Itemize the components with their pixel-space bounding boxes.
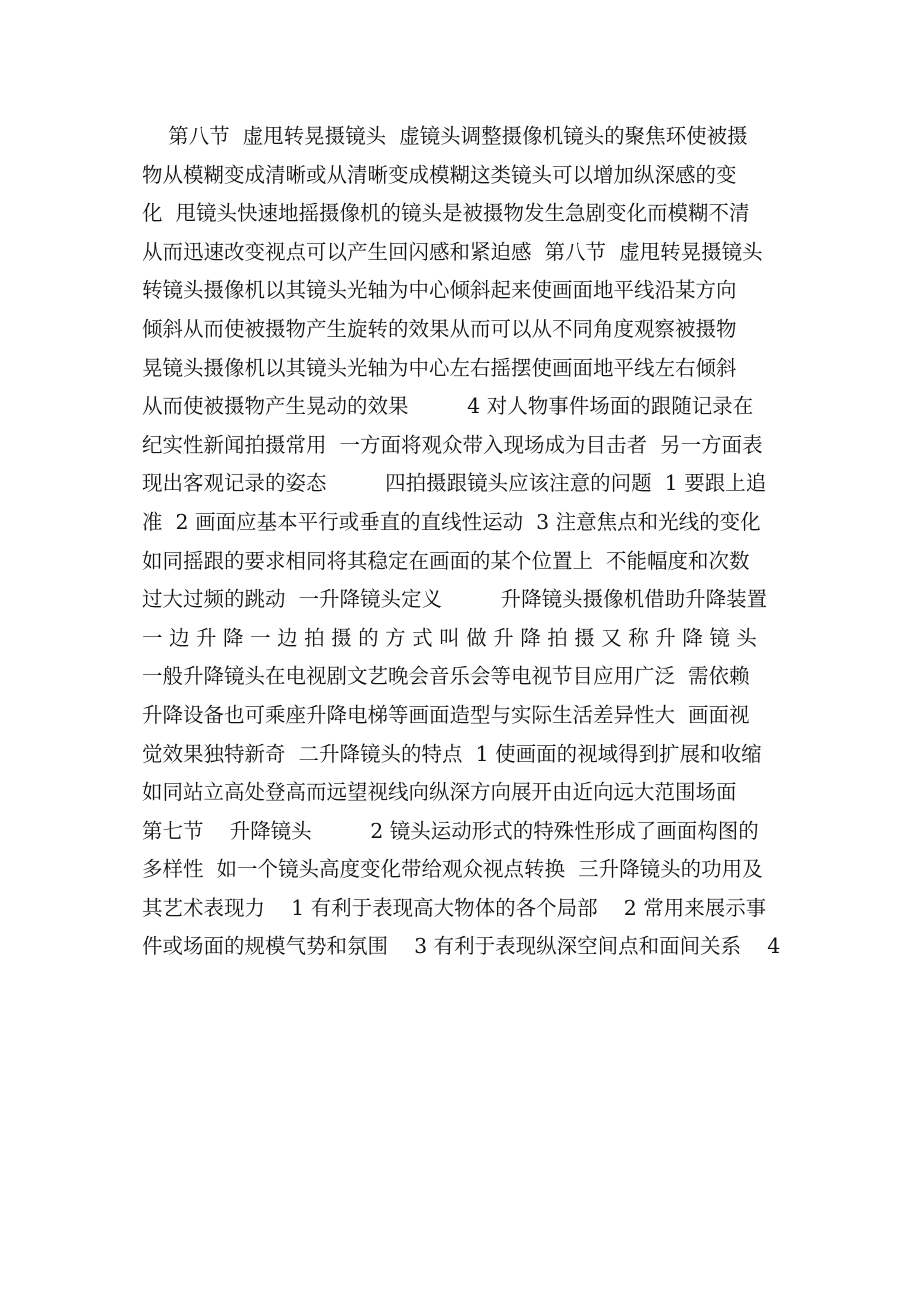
- text-line: 如同摇跟的要求相同将其稳定在画面的某个位置上 不能幅度和次数: [142, 548, 750, 573]
- text-line: 升降设备也可乘座升降电梯等画面造型与实际生活差异性大 画面视: [142, 702, 750, 727]
- text-line: 觉效果独特新奇 二升降镜头的特点 1 使画面的视域得到扩展和收缩: [142, 741, 762, 766]
- text-line: 现出客观记录的姿态 四拍摄跟镜头应该注意的问题 1 要跟上追: [142, 471, 767, 496]
- text-line: 晃镜头摄像机以其镜头光轴为中心左右摇摆使画面地平线左右倾斜: [142, 355, 737, 380]
- body-text: [142, 117, 802, 966]
- text-line: 从而使被摄物产生晃动的效果 4 对人物事件场面的跟随记录在: [142, 394, 754, 419]
- text-line: 倾斜从而使被摄物产生旋转的效果从而可以从不同角度观察被摄物: [142, 316, 737, 341]
- text-line: 第八节 虚甩转晃摄镜头 虚镜头调整摄像机镜头的聚焦环使被摄: [142, 124, 748, 148]
- text-line: 化 甩镜头快速地摇摄像机的镜头是被摄物发生急剧变化而模糊不清: [142, 201, 750, 226]
- text-line: 一般升降镜头在电视剧文艺晚会音乐会等电视节目应用广泛 需依赖: [142, 664, 750, 689]
- text-line: 件或场面的规模气势和氛围 3 有利于表现纵深空间点和面间关系 4: [142, 934, 781, 959]
- text-line: 第七节 升降镜头 2 镜头运动形式的特殊性形成了画面构图的: [142, 818, 759, 843]
- text-line: 纪实性新闻拍摄常用 一方面将观众带入现场成为目击者 另一方面表: [142, 432, 763, 457]
- text-line: 一 边 升 降 一 边 拍 摄 的 方 式 叫 做 升 降 拍 摄 又 称 升 降 镜 头: [142, 625, 757, 650]
- text-line: 准 2 画面应基本平行或垂直的直线性运动 3 注意焦点和光线的变化: [142, 509, 761, 534]
- text-line: 其艺术表现力 1 有利于表现高大物体的各个局部 2 常用来展示事: [142, 895, 767, 920]
- text-line: 过大过频的跳动 一升降镜头定义 升降镜头摄像机借助升降装置: [142, 587, 768, 612]
- text-line: 从而迅速改变视点可以产生回闪感和紧迫感 第八节 虚甩转晃摄镜头: [142, 239, 763, 264]
- text-line: 多样性 如一个镜头高度变化带给观众视点转换 三升降镜头的功用及: [142, 857, 763, 882]
- text-line: 如同站立高处登高而远望视线向纵深方向展开由近向远大范围场面: [142, 780, 737, 805]
- text-line: 物从模糊变成清晰或从清晰变成模糊这类镜头可以增加纵深感的变: [142, 162, 737, 187]
- text-line: 转镜头摄像机以其镜头光轴为中心倾斜起来使画面地平线沿某方向: [142, 278, 737, 303]
